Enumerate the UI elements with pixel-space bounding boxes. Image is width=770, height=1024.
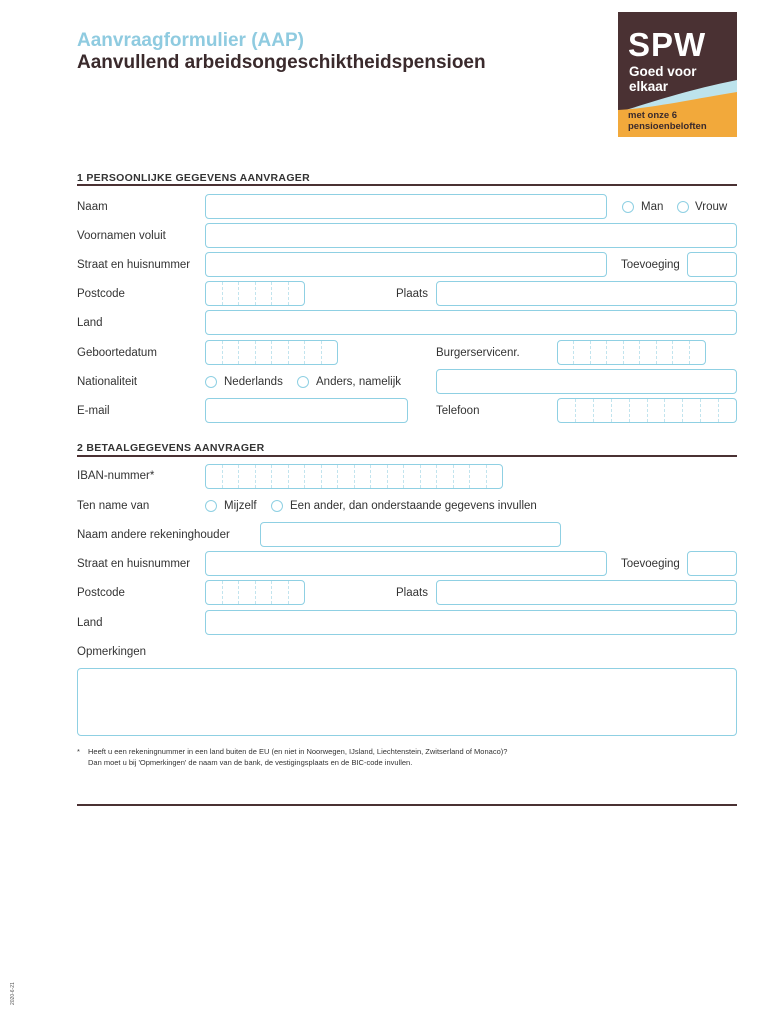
bsn-label: Burgerservicenr. bbox=[436, 347, 520, 359]
email-label: E-mail bbox=[77, 405, 110, 417]
postcode-label: Postcode bbox=[77, 288, 125, 300]
form-subtitle: Aanvullend arbeidsongeschiktheidspensioen bbox=[77, 52, 486, 73]
section-2-title: 2 BETAALGEGEVENS AANVRAGER bbox=[77, 442, 265, 454]
toevoeging-label: Toevoeging bbox=[621, 259, 680, 271]
logo-brand: SPW bbox=[628, 26, 707, 63]
mijzelf-label: Mijzelf bbox=[224, 500, 257, 512]
straat-2-input[interactable] bbox=[205, 551, 607, 576]
naam-andere-input[interactable] bbox=[260, 522, 561, 547]
vrouw-label: Vrouw bbox=[695, 201, 728, 213]
naam-label: Naam bbox=[77, 201, 108, 213]
iban-input[interactable] bbox=[205, 464, 503, 489]
plaats-label: Plaats bbox=[396, 288, 428, 300]
vrouw-radio[interactable] bbox=[677, 201, 689, 213]
bottom-rule bbox=[77, 804, 737, 806]
logo-tagline: Goed voor elkaar bbox=[629, 64, 697, 94]
plaats-input[interactable] bbox=[436, 281, 737, 306]
section-1-rule bbox=[77, 184, 737, 186]
plaats-2-label: Plaats bbox=[396, 587, 428, 599]
footnote-text: Heeft u een rekeningnummer in een land buiten de EU (en niet in Noorwegen, IJsland, Liechtenstein, Zwitserland of Monaco)? Dan moet u bij 'Opmerkingen' de naam van de bank, de vestigingsplaats en de BIC-code invullen. bbox=[88, 747, 508, 767]
postcode-2-input[interactable] bbox=[205, 580, 305, 605]
telefoon-input[interactable] bbox=[557, 398, 737, 423]
nationaliteit-label: Nationaliteit bbox=[77, 376, 138, 388]
opmerkingen-label: Opmerkingen bbox=[77, 646, 147, 658]
een-ander-radio[interactable] bbox=[271, 500, 283, 512]
naam-input[interactable] bbox=[205, 194, 607, 219]
mijzelf-radio[interactable] bbox=[205, 500, 217, 512]
footnote-marker: * bbox=[77, 747, 80, 756]
section-2-rule bbox=[77, 455, 737, 457]
man-label: Man bbox=[641, 201, 664, 213]
logo-subline: met onze 6 pensioenbeloften bbox=[628, 110, 707, 132]
geboortedatum-label: Geboortedatum bbox=[77, 347, 157, 359]
section-1-title: 1 PERSOONLIJKE GEGEVENS AANVRAGER bbox=[77, 172, 310, 184]
postcode-2-label: Postcode bbox=[77, 587, 125, 599]
toevoeging-2-label: Toevoeging bbox=[621, 558, 680, 570]
bsn-input[interactable] bbox=[557, 340, 706, 365]
nederlands-radio[interactable] bbox=[205, 376, 217, 388]
postcode-input[interactable] bbox=[205, 281, 305, 306]
email-input[interactable] bbox=[205, 398, 408, 423]
ten-name-van-label: Ten name van bbox=[77, 500, 150, 512]
anders-input[interactable] bbox=[436, 369, 737, 394]
straat-label: Straat en huisnummer bbox=[77, 259, 191, 271]
form-code: 2020-6-21 bbox=[10, 982, 16, 1005]
voornamen-input[interactable] bbox=[205, 223, 737, 248]
iban-label: IBAN-nummer* bbox=[77, 470, 155, 482]
form-title: Aanvraagformulier (AAP) bbox=[77, 30, 304, 51]
spw-logo bbox=[618, 12, 737, 137]
een-ander-label: Een ander, dan onderstaande gegevens invullen bbox=[290, 500, 537, 512]
land-2-label: Land bbox=[77, 617, 103, 629]
plaats-2-input[interactable] bbox=[436, 580, 737, 605]
land-label: Land bbox=[77, 317, 103, 329]
land-input[interactable] bbox=[205, 310, 737, 335]
land-2-input[interactable] bbox=[205, 610, 737, 635]
man-radio[interactable] bbox=[622, 201, 634, 213]
telefoon-label: Telefoon bbox=[436, 405, 480, 417]
opmerkingen-textarea[interactable] bbox=[77, 668, 737, 736]
toevoeging-2-input[interactable] bbox=[687, 551, 737, 576]
anders-label: Anders, namelijk bbox=[316, 376, 402, 388]
geboortedatum-input[interactable] bbox=[205, 340, 338, 365]
voornamen-label: Voornamen voluit bbox=[77, 230, 166, 242]
toevoeging-input[interactable] bbox=[687, 252, 737, 277]
nederlands-label: Nederlands bbox=[224, 376, 283, 388]
anders-radio[interactable] bbox=[297, 376, 309, 388]
straat-input[interactable] bbox=[205, 252, 607, 277]
straat-2-label: Straat en huisnummer bbox=[77, 558, 191, 570]
naam-andere-label: Naam andere rekeninghouder bbox=[77, 529, 230, 541]
